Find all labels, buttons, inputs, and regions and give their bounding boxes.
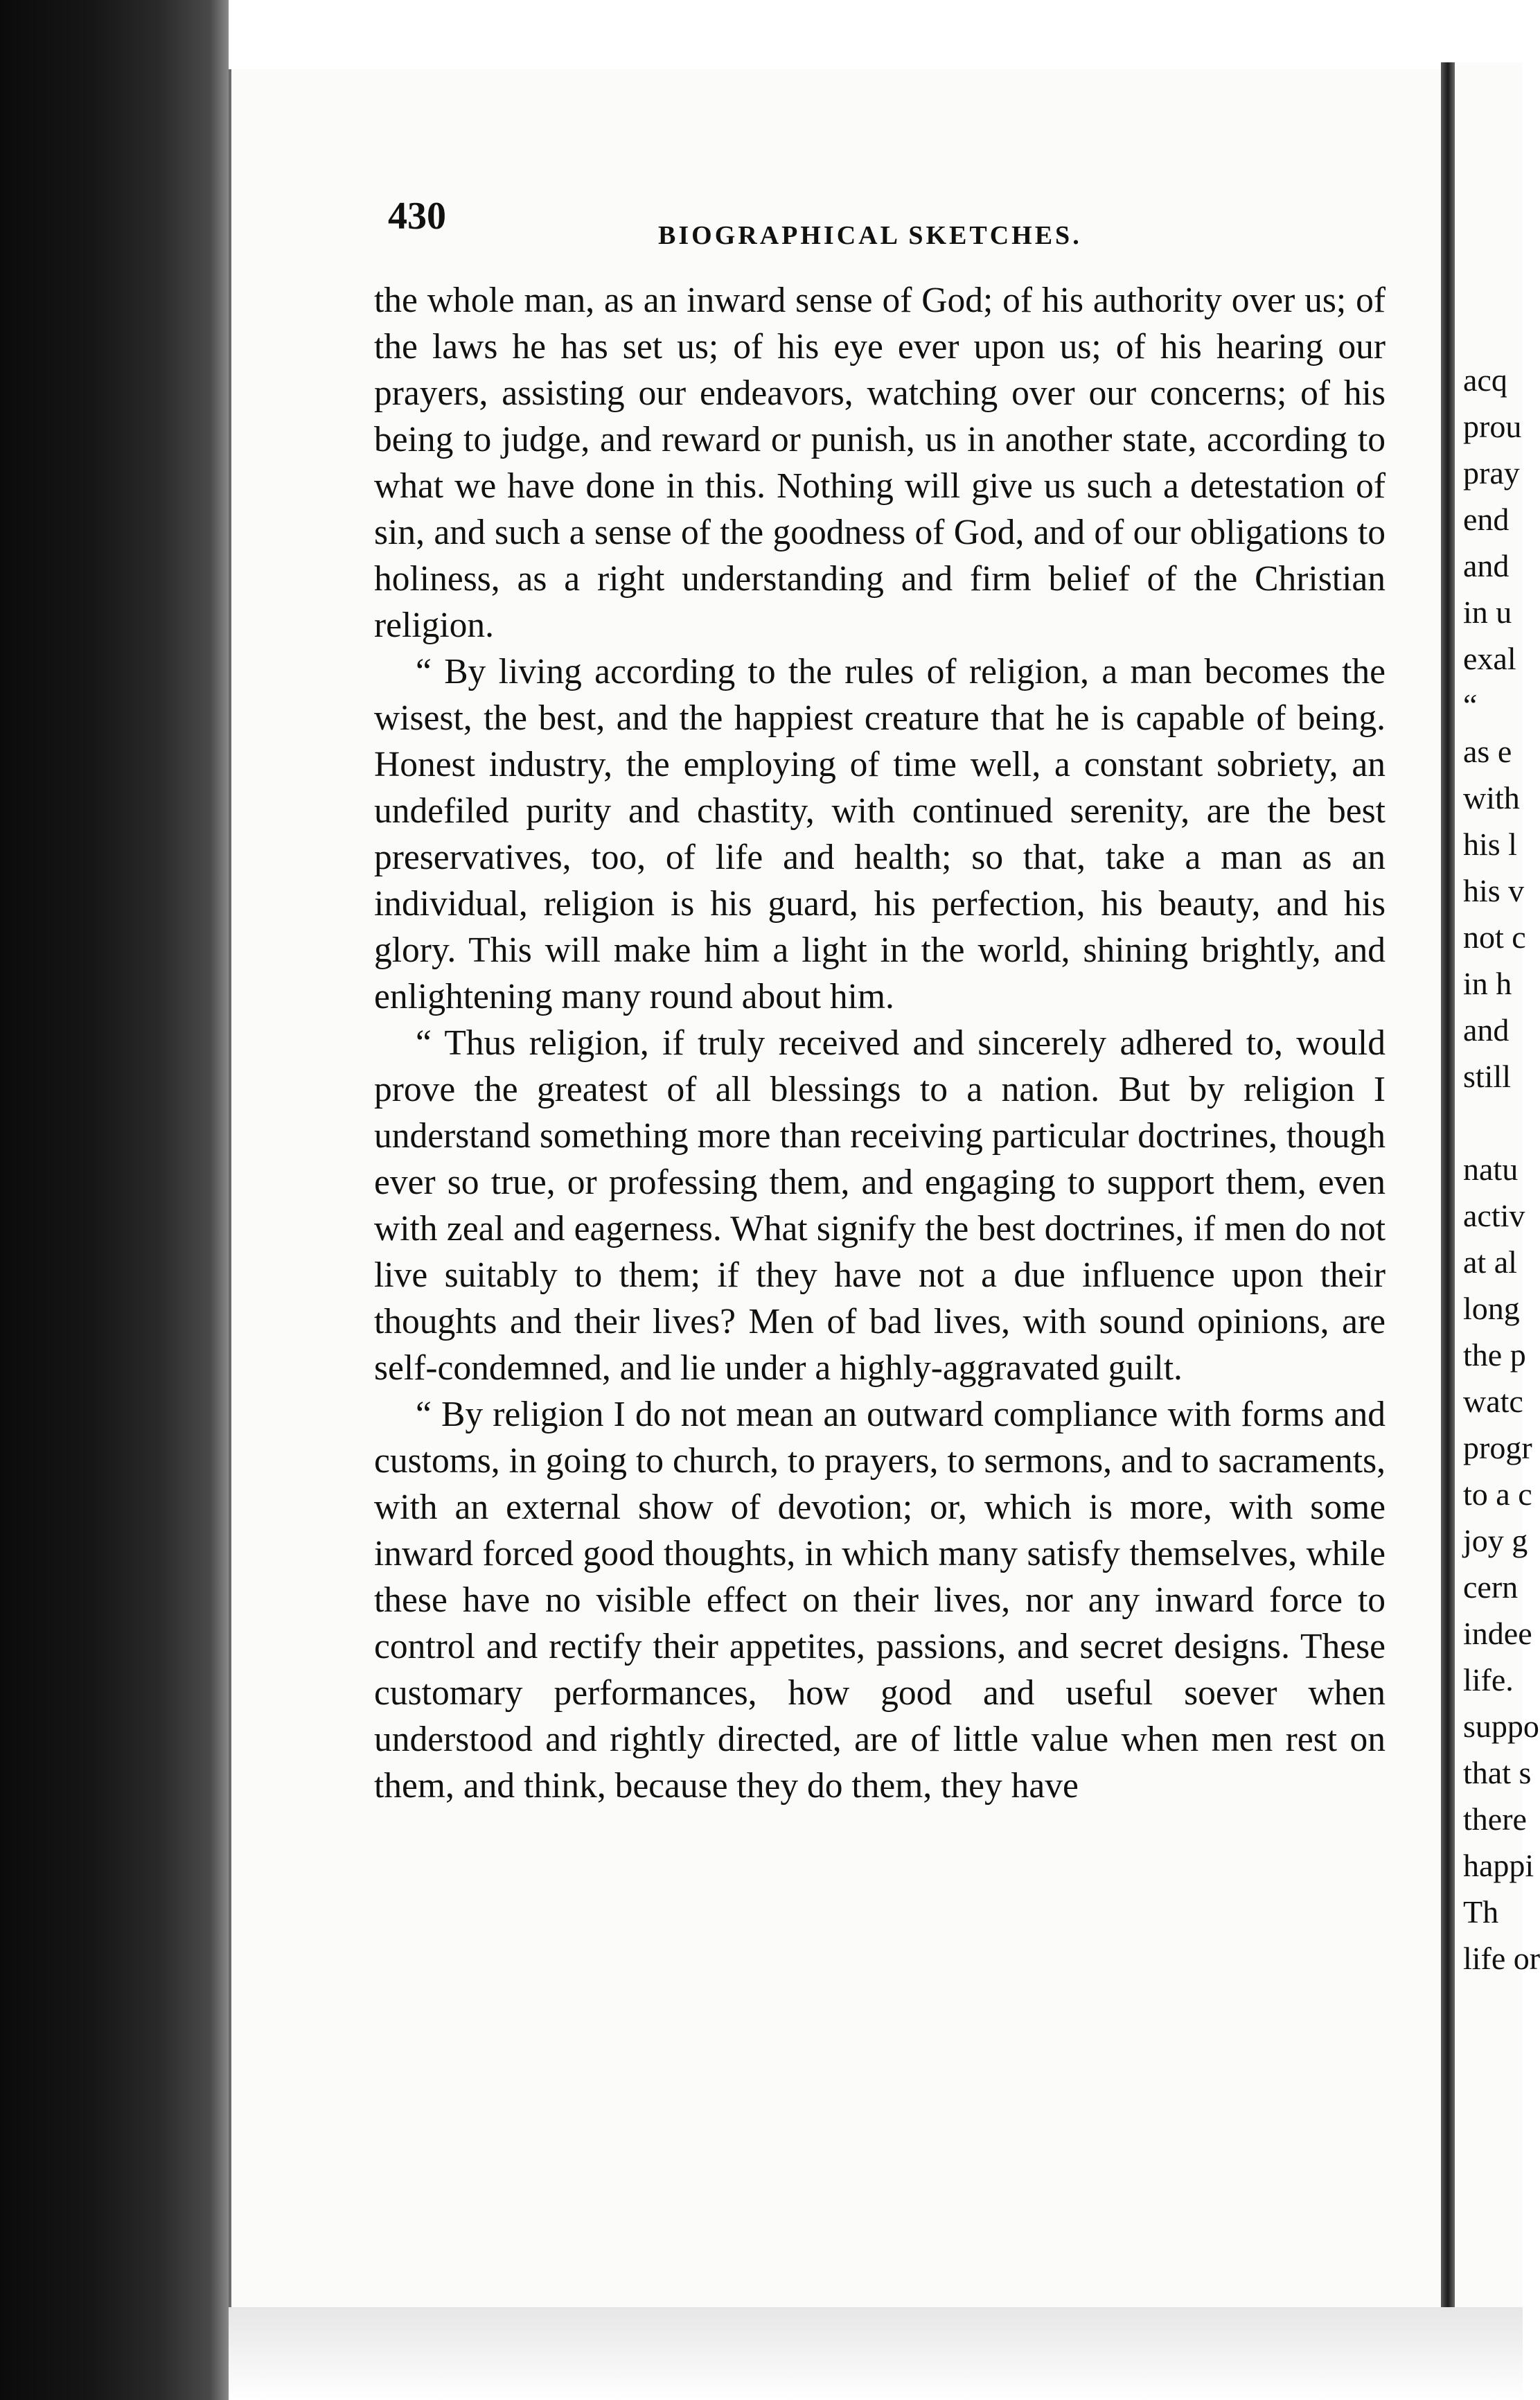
- adjacent-line: the p: [1463, 1337, 1526, 1373]
- adjacent-line: with: [1463, 780, 1520, 815]
- page-gutter: [1441, 62, 1455, 2314]
- adjacent-line: cern: [1463, 1569, 1519, 1605]
- adjacent-line: life.: [1463, 1662, 1514, 1697]
- paragraph-3: “ Thus religion, if truly received and sincerely adhered to, would prove the greatest of all blessings to a nation. But by religion I understand something more than receiving particular doctrines, though ever so true, or professing them, and engaging to support them, even with zeal and eagerness. What signify the best doctrines, if men do not live suitably to them; if they have not a due influence upon their thoughts and their lives? Men of bad lives, with sound opinions, are self-condemned, and lie under a highly-aggravated guilt.: [374, 1023, 1386, 1388]
- adjacent-line: watc: [1463, 1384, 1523, 1419]
- adjacent-line: at al: [1463, 1244, 1517, 1280]
- adjacent-line: end: [1463, 502, 1510, 537]
- body-text: [374, 277, 1386, 1809]
- paragraph-1: the whole man, as an inward sense of God; of his authority over us; of the laws he has set us; of his eye ever upon us; of his hearing our prayers, assisting our endeavors, watching over our concerns; of his being to judge, and reward or punish, us in another state, according to what we have done in this. Nothing will give us such a detestation of sin, and such a sense of the goodness of God, and of our obligations to holiness, as a right understanding and firm belief of the Christian religion.: [374, 281, 1386, 645]
- adjacent-page-text: [1463, 357, 1540, 1982]
- paragraph-4: “ By religion I do not mean an outward compliance with forms and customs, in going to church, to prayers, to sermons, and to sacraments, with an external show of devotion; or, which is more, with some inward forced good thoughts, in which many satisfy themselves, while these have no visible effect on their lives, nor any inward force to control and rectify their appetites, passions, and secret designs. These customary performances, how good and useful soever when understood and rightly directed, are of little value when men rest on them, and think, because they do them, they have: [374, 1395, 1386, 1806]
- adjacent-line: indee: [1463, 1616, 1532, 1651]
- adjacent-line: Th: [1463, 1894, 1499, 1930]
- adjacent-line: there: [1463, 1801, 1527, 1837]
- scan-bottom-margin: [229, 2307, 1523, 2400]
- adjacent-line: life or: [1463, 1941, 1540, 1976]
- adjacent-line: not c: [1463, 919, 1526, 955]
- adjacent-line: activ: [1463, 1198, 1525, 1233]
- adjacent-line: as e: [1463, 734, 1512, 769]
- book-binding-edge: [0, 0, 229, 2400]
- paragraph-2: “ By living according to the rules of religion, a man becomes the wisest, the best, and the happiest creature that he is capable of being. Honest industry, the employing of time well, a constant sobriety, an undefiled purity and chastity, with continued serenity, are the best preservatives, too, of life and health; so that, take a man as an individual, religion is his guard, his perfection, his beauty, and his glory. This will make him a light in the world, shining brightly, and enlightening many round about him.: [374, 652, 1386, 1016]
- adjacent-line: natu: [1463, 1152, 1519, 1187]
- adjacent-line: in u: [1463, 594, 1512, 630]
- adjacent-line: pray: [1463, 455, 1520, 491]
- adjacent-line: and: [1463, 548, 1510, 583]
- adjacent-line: acq: [1463, 362, 1507, 398]
- adjacent-line: that s: [1463, 1755, 1532, 1790]
- adjacent-line: still: [1463, 1059, 1512, 1094]
- adjacent-line: his v: [1463, 873, 1525, 908]
- adjacent-line: to a c: [1463, 1476, 1532, 1512]
- adjacent-line: joy g: [1463, 1523, 1528, 1558]
- adjacent-line: progr: [1463, 1430, 1532, 1465]
- adjacent-line: in h: [1463, 966, 1512, 1001]
- page-number: 430: [388, 195, 446, 238]
- adjacent-line: suppo: [1463, 1709, 1539, 1744]
- adjacent-line: happi: [1463, 1848, 1534, 1883]
- adjacent-line: prou: [1463, 409, 1522, 444]
- adjacent-line: his l: [1463, 827, 1517, 862]
- adjacent-line: exal: [1463, 641, 1516, 676]
- adjacent-line: “: [1463, 687, 1478, 723]
- adjacent-line: and: [1463, 1012, 1510, 1048]
- adjacent-line: [1463, 1100, 1540, 1146]
- adjacent-line: long: [1463, 1291, 1520, 1326]
- running-head: BIOGRAPHICAL SKETCHES.: [658, 221, 1082, 250]
- adjacent-page-partial: [1455, 62, 1540, 2314]
